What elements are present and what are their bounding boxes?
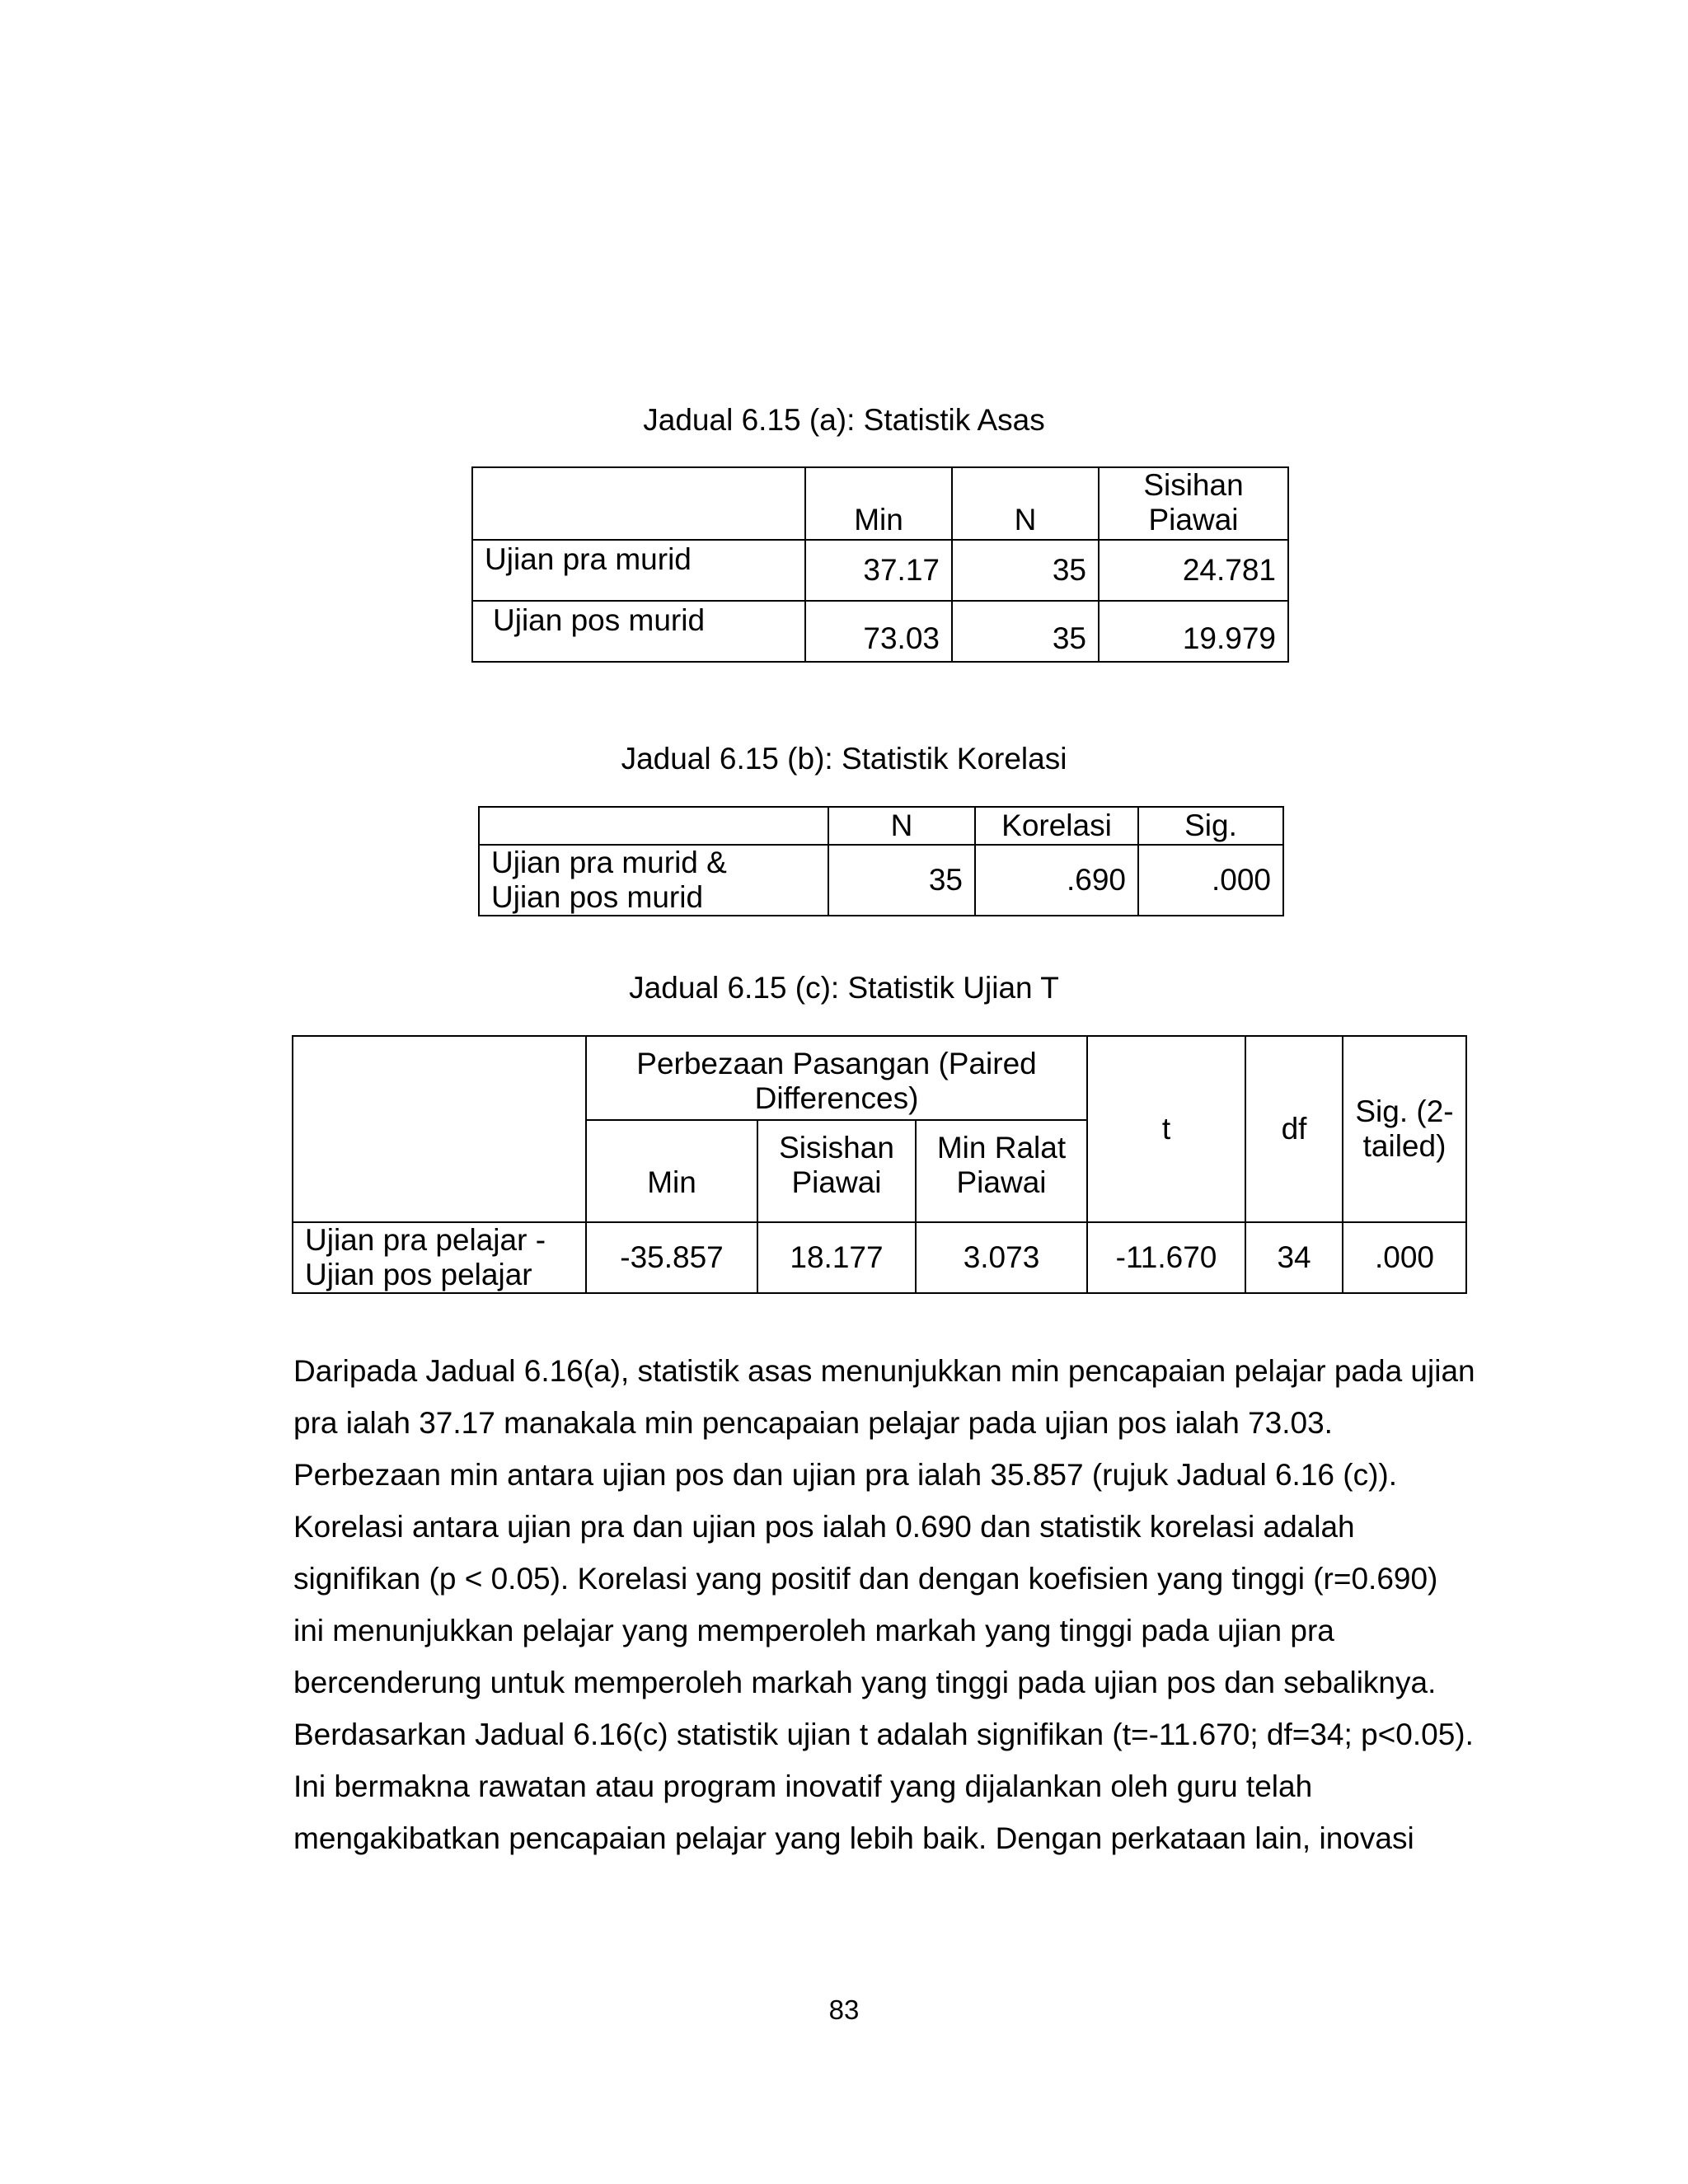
table-row	[293, 1222, 1466, 1293]
cell-n: 35	[828, 845, 975, 916]
table-row	[472, 540, 1288, 601]
table-row	[479, 845, 1283, 916]
sub-sd-line2: Piawai	[791, 1165, 882, 1199]
table-a-header-sd-line2: Piawai	[1148, 503, 1239, 537]
cell-min: 73.03	[805, 601, 952, 662]
table-c-group-header	[586, 1036, 1087, 1120]
cell-korelasi: .690	[975, 845, 1138, 916]
table-b-header-n: N	[828, 807, 975, 845]
table-c-header-sig	[1343, 1036, 1466, 1222]
sub-se-line2: Piawai	[956, 1165, 1047, 1199]
table-b	[478, 806, 1284, 916]
cell-n: 35	[952, 601, 1099, 662]
table-a	[471, 466, 1289, 663]
cell-sd: 24.781	[1099, 540, 1288, 601]
table-c-header-t: t	[1087, 1036, 1245, 1222]
paragraph-line: pra ialah 37.17 manakala min pencapaian pelajar pada ujian pos ialah 73.03.	[293, 1406, 1333, 1440]
table-a-caption: Jadual 6.15 (a): Statistik Asas	[643, 403, 1045, 437]
cell-t: -11.670	[1087, 1222, 1245, 1293]
header-sig-line2: tailed)	[1362, 1129, 1447, 1163]
table-c-header-row-1	[293, 1036, 1466, 1120]
header-sig-line1: Sig. (2-	[1355, 1094, 1454, 1128]
row-label	[479, 845, 828, 916]
cell-se: 3.073	[916, 1222, 1087, 1293]
table-b-header-row	[479, 807, 1283, 845]
cell-min: -35.857	[586, 1222, 757, 1293]
row-label: Ujian pos murid	[472, 601, 805, 662]
group-header-line1: Perbezaan Pasangan (Paired	[636, 1047, 1037, 1080]
cell-sd: 18.177	[757, 1222, 916, 1293]
cell-sig: .000	[1138, 845, 1283, 916]
cell-df: 34	[1245, 1222, 1343, 1293]
table-c-caption: Jadual 6.15 (c): Statistik Ujian T	[629, 971, 1059, 1005]
paragraph-line: Korelasi antara ujian pra dan ujian pos ialah 0.690 dan statistik korelasi adalah	[293, 1510, 1355, 1544]
page-number: 83	[828, 1994, 860, 2025]
cell-sig: .000	[1343, 1222, 1466, 1293]
paragraph-line: Daripada Jadual 6.16(a), statistik asas menunjukkan min pencapaian pelajar pada ujian	[293, 1354, 1475, 1388]
table-a-header-n: N	[952, 467, 1099, 540]
row-label-line1: Ujian pra pelajar -	[305, 1223, 546, 1257]
cell-min: 37.17	[805, 540, 952, 601]
table-c-header-empty	[293, 1036, 586, 1222]
cell-sd: 19.979	[1099, 601, 1288, 662]
row-label-line2: Ujian pos pelajar	[305, 1258, 532, 1291]
row-label: Ujian pra murid	[472, 540, 805, 601]
table-c-header-df: df	[1245, 1036, 1343, 1222]
row-label-line1: Ujian pra murid &	[491, 846, 727, 879]
paragraph-line: Ini bermakna rawatan atau program inovatif yang dijalankan oleh guru telah	[293, 1769, 1313, 1803]
table-a-header-empty	[472, 467, 805, 540]
paragraph-line: mengakibatkan pencapaian pelajar yang lebih baik. Dengan perkataan lain, inovasi	[293, 1821, 1414, 1855]
table-row	[472, 601, 1288, 662]
table-c-sub-se	[916, 1120, 1087, 1222]
paragraph-line: ini menunjukkan pelajar yang memperoleh markah yang tinggi pada ujian pra	[293, 1614, 1334, 1647]
table-a-header-min: Min	[805, 467, 952, 540]
paragraph-line: signifikan (p < 0.05). Korelasi yang positif dan dengan koefisien yang tinggi (r=0.690)	[293, 1562, 1438, 1596]
body-paragraph	[293, 1345, 1480, 1864]
table-a-header-row	[472, 467, 1288, 540]
paragraph-line: Berdasarkan Jadual 6.16(c) statistik ujian t adalah signifikan (t=-11.670; df=34; p<0.05).	[293, 1718, 1474, 1751]
cell-n: 35	[952, 540, 1099, 601]
table-a-header-sd-line1: Sisihan	[1143, 468, 1244, 502]
sub-sd-line1: Sisishan	[779, 1131, 894, 1165]
table-b-header-sig: Sig.	[1138, 807, 1283, 845]
row-label-line2: Ujian pos murid	[491, 880, 704, 914]
table-b-header-korelasi: Korelasi	[975, 807, 1138, 845]
row-label	[293, 1222, 586, 1293]
table-b-caption: Jadual 6.15 (b): Statistik Korelasi	[621, 742, 1067, 776]
sub-se-line1: Min Ralat	[936, 1131, 1067, 1165]
group-header-line2: Differences)	[754, 1081, 919, 1115]
table-c-sub-sd	[757, 1120, 916, 1222]
table-c	[292, 1035, 1467, 1294]
table-a-header-sd	[1099, 467, 1288, 540]
table-b-header-empty	[479, 807, 828, 845]
paragraph-line: Perbezaan min antara ujian pos dan ujian pra ialah 35.857 (rujuk Jadual 6.16 (c)).	[293, 1458, 1397, 1492]
table-c-sub-min: Min	[586, 1120, 757, 1222]
paragraph-line: bercenderung untuk memperoleh markah yang tinggi pada ujian pos dan sebaliknya.	[293, 1666, 1437, 1699]
